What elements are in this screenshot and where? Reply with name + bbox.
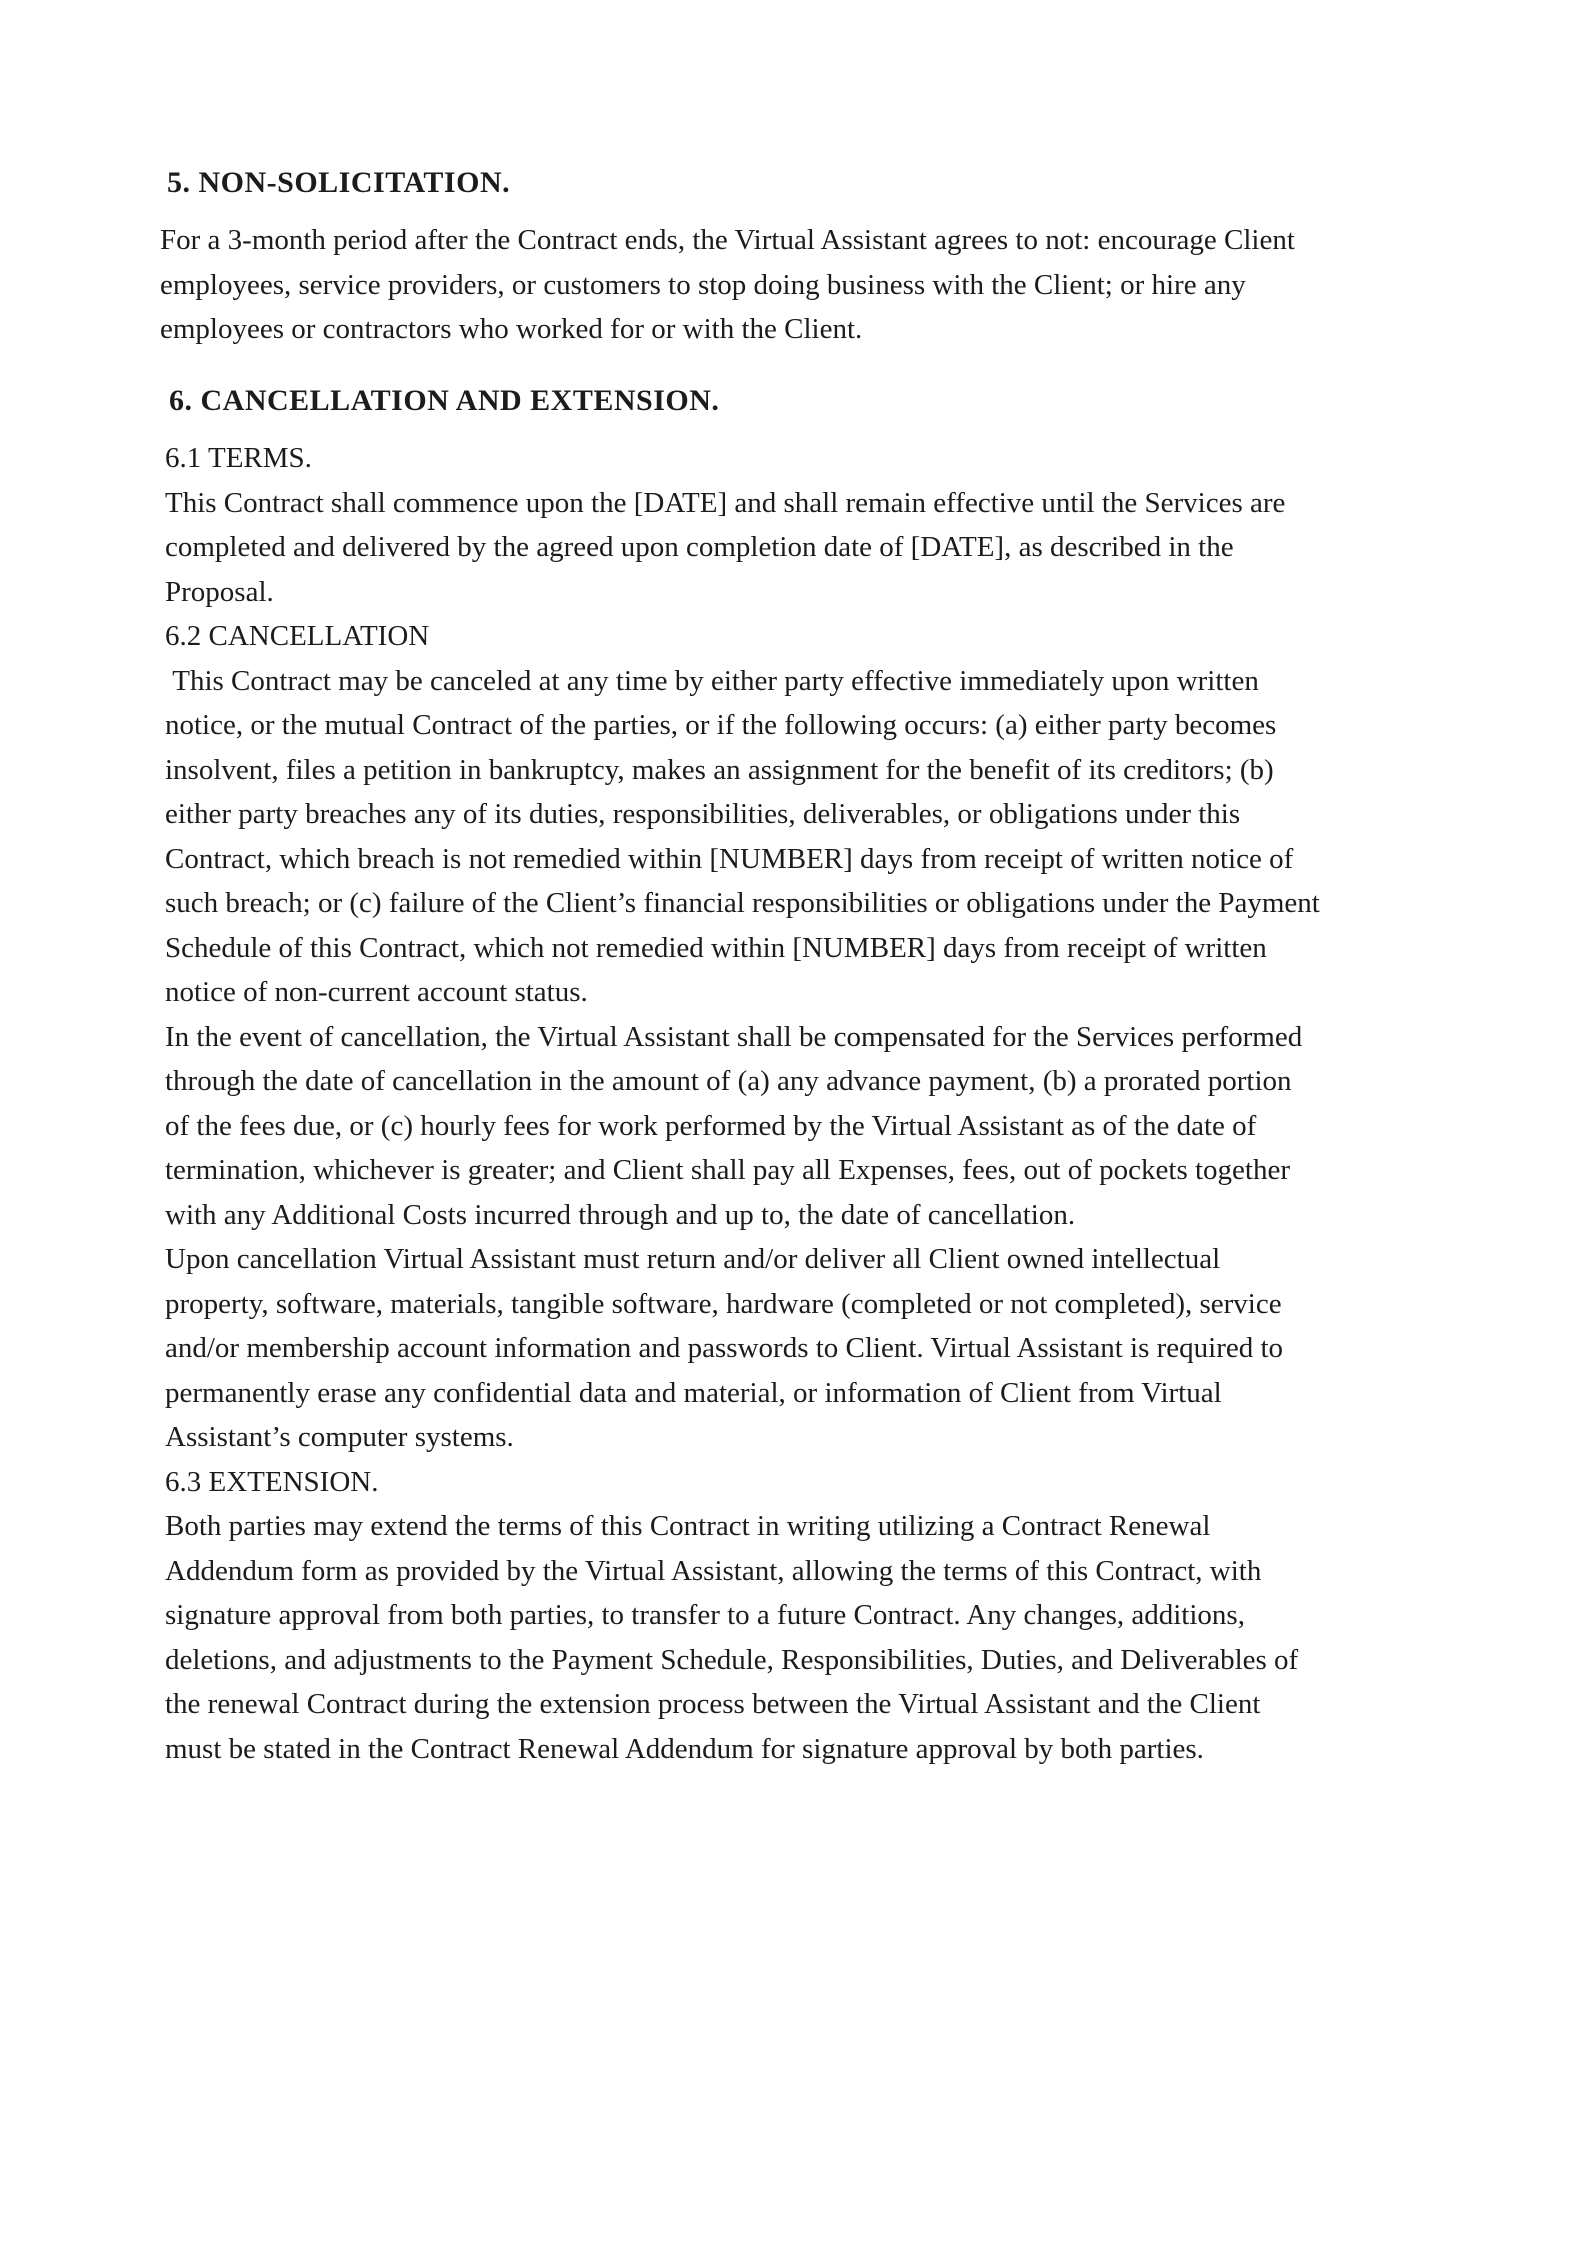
text-line: notice, or the mutual Contract of the parties, or if the following occurs: (a) either party becomes [165,709,1277,741]
text-line: completed and delivered by the agreed upon completion date of [DATE], as described in the [165,531,1234,563]
text-line: signature approval from both parties, to transfer to a future Contract. Any changes, additions, [165,1599,1245,1631]
text-line: Schedule of this Contract, which not remedied within [NUMBER] days from receipt of written [165,931,1267,964]
section-6-heading: 6. CANCELLATION AND EXTENSION. [169,384,720,417]
text-line: deletions, and adjustments to the Payment Schedule, Responsibilities, Duties, and Deliverables of [165,1643,1299,1676]
text-line: must be stated in the Contract Renewal Addendum for signature approval by both parties. [165,1732,1204,1765]
text-line: Assistant’s computer systems. [165,1421,514,1453]
text-line: permanently erase any confidential data and material, or information of Client from Virtual [165,1376,1222,1409]
text-line: employees or contractors who worked for or with the Client. [160,313,863,345]
text-line: This Contract shall commence upon the [DATE] and shall remain effective until the Services are [165,486,1286,519]
text-line: For a 3-month period after the Contract ends, the Virtual Assistant agrees to not: encourage Client [160,224,1295,256]
text-line: 6.1 TERMS. [165,442,312,474]
text-line: property, software, materials, tangible software, hardware (completed or not completed), service [165,1287,1282,1320]
text-line: Addendum form as provided by the Virtual Assistant, allowing the terms of this Contract, with [165,1554,1262,1587]
text-line: such breach; or (c) failure of the Client’s financial responsibilities or obligations under the Payment [165,887,1320,919]
text-line: In the event of cancellation, the Virtual Assistant shall be compensated for the Services performed [165,1020,1303,1053]
text-line: with any Additional Costs incurred through and up to, the date of cancellation. [165,1198,1076,1231]
text-line: Upon cancellation Virtual Assistant must return and/or deliver all Client owned intellectual [165,1243,1221,1275]
text-line: and/or membership account information and passwords to Client. Virtual Assistant is required to [165,1332,1284,1364]
text-line: insolvent, files a petition in bankruptcy, makes an assignment for the benefit of its creditors; (b) [165,753,1274,786]
text-line: either party breaches any of its duties, responsibilities, deliverables, or obligations under this [165,798,1241,830]
section-6-body [165,436,1320,1771]
text-line: of the fees due, or (c) hourly fees for work performed by the Virtual Assistant as of the date of [165,1109,1257,1142]
text-line: Both parties may extend the terms of this Contract in writing utilizing a Contract Renewal [165,1510,1211,1542]
section-5-body [160,218,1295,352]
text-line: employees, service providers, or customers to stop doing business with the Client; or hire any [160,268,1246,301]
text-line: the renewal Contract during the extension process between the Virtual Assistant and the Client [165,1688,1261,1720]
text-line: 6.3 EXTENSION. [165,1465,379,1498]
text-line: Proposal. [165,575,274,608]
text-line: through the date of cancellation in the amount of (a) any advance payment, (b) a prorated portion [165,1065,1292,1097]
text-line: This Contract may be canceled at any time by either party effective immediately upon written [165,664,1259,697]
text-line: termination, whichever is greater; and Client shall pay all Expenses, fees, out of pockets together [165,1154,1291,1186]
text-line: Contract, which breach is not remedied within [NUMBER] days from receipt of written notice of [165,842,1294,875]
text-line: notice of non-current account status. [165,976,588,1008]
text-line: 6.2 CANCELLATION [165,620,430,652]
section-5-heading: 5. NON-SOLICITATION. [167,166,511,199]
